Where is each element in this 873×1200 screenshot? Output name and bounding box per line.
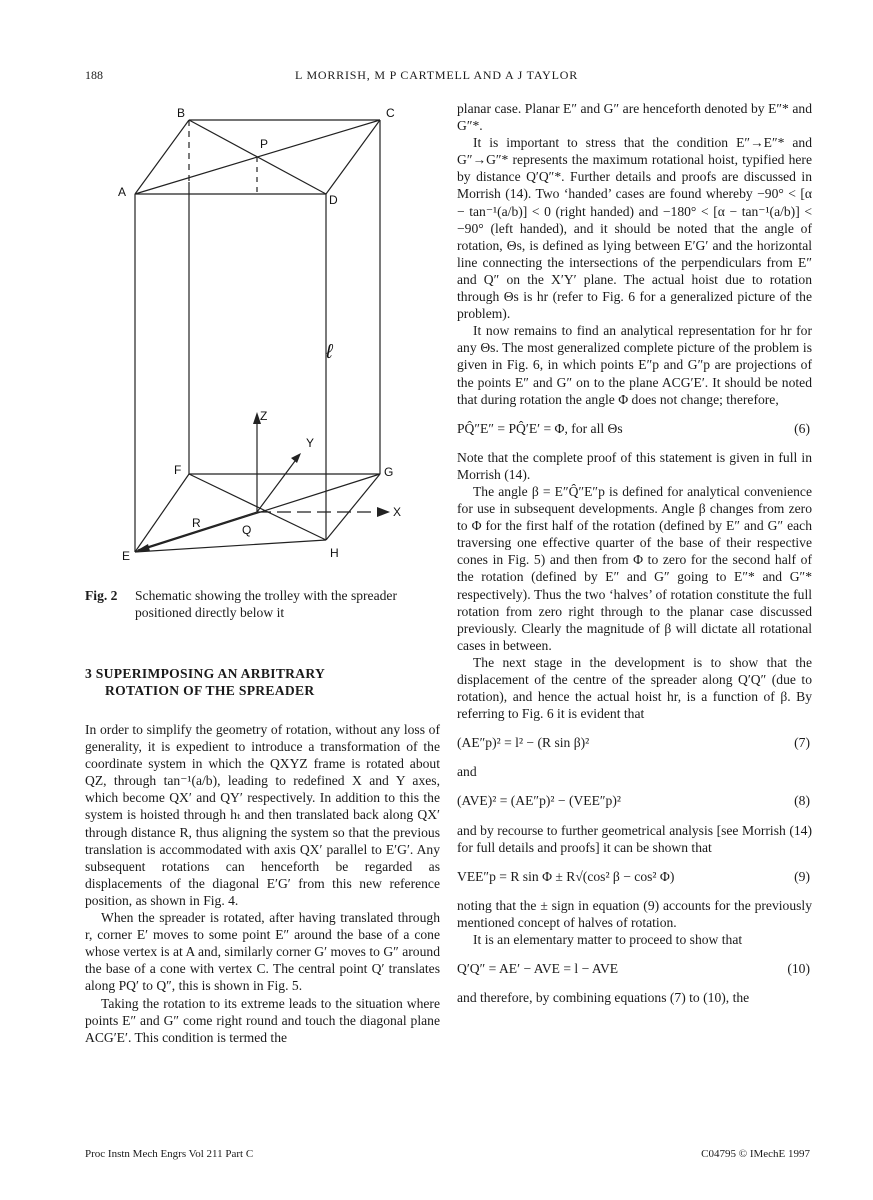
footer-journal: Proc Instn Mech Engrs Vol 211 Part C: [85, 1148, 254, 1160]
label-r: R: [192, 516, 201, 530]
equation-8-body: (AVE)² = (AE″p)² − (VEE″p)²: [457, 793, 621, 809]
section-heading-line-2: ROTATION OF THE SPREADER: [105, 683, 315, 698]
equation-6-number: (6): [794, 420, 810, 436]
caption-line-2: positioned directly below it: [135, 605, 285, 620]
caption-label: Fig. 2: [85, 588, 118, 603]
equation-6: [457, 420, 812, 437]
edge-gh: [326, 474, 380, 540]
equation-6-body: PQ̂″E″ = PQ̂′E′ = Φ, for all Θs: [457, 420, 623, 436]
right-paragraph-6: The next stage in the development is to show that the displacement of the centre of the spreader along Q′Q″ (due to rotation), and hence the actual hoist hr, is a function of β. By referring to Fig. 6 it is evident that: [457, 654, 812, 722]
right-paragraph-9: It is an elementary matter to proceed to show that: [473, 932, 743, 948]
label-x: X: [393, 505, 402, 519]
right-paragraph-4: Note that the complete proof of this statement is given in full in Morrish (14).: [457, 449, 812, 482]
label-p: P: [260, 137, 269, 151]
label-e: E: [122, 549, 131, 563]
equation-8: [457, 792, 812, 809]
left-paragraph-1: In order to simplify the geometry of rotation, without any loss of generality, it is expedient to introduce a transformation of the coordinate system in which the QXYZ frame is rotated about QZ, through tan⁻¹(a/b), leading to redefined X and Y axes, which become QX′ and QY′ respectively. In addition to this the system is hoisted through hₜ and then translated back along QX′ through distance R, thus aligning the system so that the previous translation is accommodated with axis QX′ parallel to E′G′. Any subsequent rotations can henceforth be regarded as displacements of the diagonal E′G′ from this new reference position, as shown in Fig. 4.: [85, 722, 440, 908]
label-b: B: [177, 106, 186, 120]
label-y: Y: [306, 436, 315, 450]
caption-line-1: Schematic showing the trolley with the spreader: [135, 588, 397, 603]
right-paragraph-1: planar case. Planar E″ and G″ are henceforth denoted by E″* and G″*.: [457, 101, 812, 134]
label-d: D: [329, 193, 338, 207]
label-h: H: [330, 546, 339, 560]
figure-caption: [85, 587, 440, 621]
right-paragraph-8: noting that the ± sign in equation (9) accounts for the previously mentioned concept of halves of rotation.: [457, 897, 812, 930]
right-paragraph-7: and by recourse to further geometrical analysis [see Morrish (14) for full details and proofs] it can be shown that: [457, 822, 812, 855]
label-z: Z: [260, 409, 268, 423]
right-paragraph-5: The angle β = E″Q̂″E″p is defined for analytical convenience for use in subsequent developments. Angle β changes from zero to Φ for the first half of the rotation (defined by E″ and G″ each traversing one effective quarter of the base of their respective cones in Fig. 5) and then from Φ to zero for the second half of the rotation (defined by E″ and G″ going to E″* and G″* respectively). Thus the two ‘halves’ of rotation constitute the full rotation from zero right through to the planar case discussed previously. Clearly the magnitude of β will dictate all rotational cases in between.: [457, 483, 812, 653]
equation-7: [457, 734, 812, 751]
x-arrowhead: [377, 507, 390, 517]
right-paragraph-10: and therefore, by combining equations (7) to (10), the: [457, 990, 750, 1006]
right-column-text: [457, 100, 812, 1006]
label-g: G: [384, 465, 394, 479]
footer-copyright: C04795 © IMechE 1997: [701, 1148, 810, 1160]
figure-2-schematic: [100, 102, 420, 572]
equation-9-number: (9): [794, 868, 810, 884]
label-a: A: [118, 185, 127, 199]
label-c: C: [386, 106, 395, 120]
label-ell: ℓ: [326, 341, 333, 363]
left-paragraph-3: Taking the rotation to its extreme leads to the situation where points E″ and G″ come right round and touch the diagonal plane ACG′E′. This condition is termed the: [85, 995, 440, 1045]
edge-cd: [326, 120, 380, 194]
y-arrowhead: [291, 453, 301, 463]
running-title: L MORRISH, M P CARTMELL AND A J TAYLOR: [294, 68, 579, 82]
label-f: F: [174, 463, 182, 477]
edge-fe: [135, 474, 189, 552]
equation-8-number: (8): [794, 793, 810, 809]
left-paragraph-2: When the spreader is rotated, after having translated through r, corner E′ moves to some point E″ around the base of a cone whose vertex is at A and, similarly corner G′ moves to G″ around the base of a cone with vertex C. The central point Q′ translates along PQ′ to Q″, this is shown in Fig. 5.: [85, 910, 440, 994]
equation-10-body: Q′Q″ = AE′ − AVE = l − AVE: [457, 961, 619, 977]
equation-9: [457, 868, 812, 885]
equation-10-number: (10): [787, 961, 810, 977]
label-q: Q: [242, 523, 252, 537]
section-heading: [85, 665, 440, 699]
right-and: and: [457, 764, 477, 780]
equation-7-body: (AE″p)² = l² − (R sin β)²: [457, 735, 590, 751]
y-axis: [257, 457, 298, 512]
equation-7-number: (7): [794, 735, 810, 751]
right-paragraph-2: It is important to stress that the condition E″→E″* and G″→G″* represents the maximum rotational hoist, typified here by distance Q′Q″*. Further details and proofs are discussed in Morrish (14). Two ‘handed’ cases are found whereby −90° < [α − tan⁻¹(a/b)] < 0 (right handed) and −180° < [α − tan⁻¹(a/b)] < −90° (left handed), and it should be noted that the angle of rotation, Θs, is defined as lying between E′G′ and the horizontal line connecting the intersections of the perpendiculars from E″ and Q″ on the X′Y′ plane. The actual hoist due to rotation through Θs is hr (refer to Fig. 6 for a generalized picture of the problem).: [457, 135, 812, 322]
page-number: 188: [85, 68, 103, 82]
section-heading-line-1: 3 SUPERIMPOSING AN ARBITRARY: [85, 666, 326, 681]
right-paragraph-3: It now remains to find an analytical representation for hr for any Θs. The most generalized complete picture of the problem is given in Fig. 6, in which points E″p and G″p are projections of the points E″ and G″ on to the plane ACG′E′. It should be noted that during rotation the angle Φ does not change; therefore,: [457, 323, 812, 407]
edge-ab: [135, 120, 189, 194]
equation-9-body: VEE″p = R sin Φ ± R√(cos² β − cos² Φ): [457, 868, 675, 884]
left-column-text: [85, 721, 440, 1046]
equation-10: [457, 960, 812, 977]
